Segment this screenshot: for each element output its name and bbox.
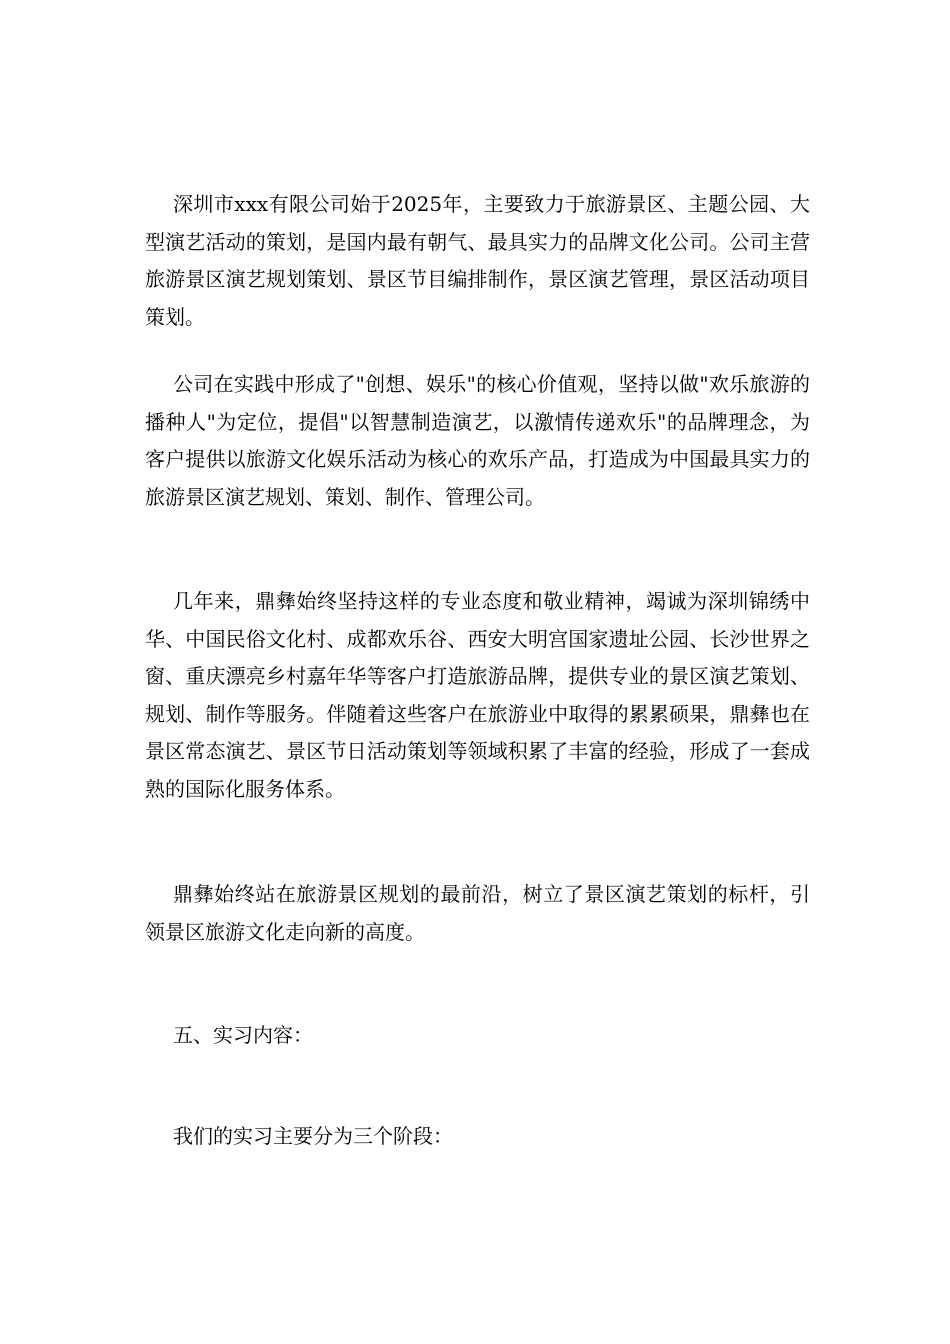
paragraph-internship-stages: 我们的实习主要分为三个阶段： [173,1124,453,1148]
paragraph-core-values: 公司在实践中形成了"创想、娱乐"的核心价值观，坚持以做"欢乐旅游的播种人"为定位，提倡"以智慧制造演艺，以激情传递欢乐"的品牌理念，为客户提供以旅游文化娱乐活动为核心的欢乐产品，打造成为中国最具实力的旅游景区演艺规划、策划、制作、管理公司。 [145,372,810,509]
paragraph-company-intro: 深圳市xxx有限公司始于2025年，主要致力于旅游景区、主题公园、大型演艺活动的策划，是国内最有朝气、最具实力的品牌文化公司。公司主营旅游景区演艺规划策划、景区节目编排制作，景区演艺管理，景区活动项目策划。 [145,192,810,329]
paragraph-clients: 几年来，鼎彝始终坚持这样的专业态度和敬业精神，竭诚为深圳锦绣中华、中国民俗文化村、成都欢乐谷、西安大明宫国家遗址公园、长沙世界之窗、重庆漂亮乡村嘉年华等客户打造旅游品牌，提供专业的景区演艺策划、规划、制作等服务。伴随着这些客户在旅游业中取得的累累硕果，鼎彝也在景区常态演艺、景区节日活动策划等领域积累了丰富的经验，形成了一套成熟的国际化服务体系。 [145,589,810,801]
paragraph-leadership: 鼎彝始终站在旅游景区规划的最前沿，树立了景区演艺策划的标杆，引领景区旅游文化走向新的高度。 [145,882,810,944]
section-heading-internship-content: 五、实习内容： [173,1023,313,1047]
